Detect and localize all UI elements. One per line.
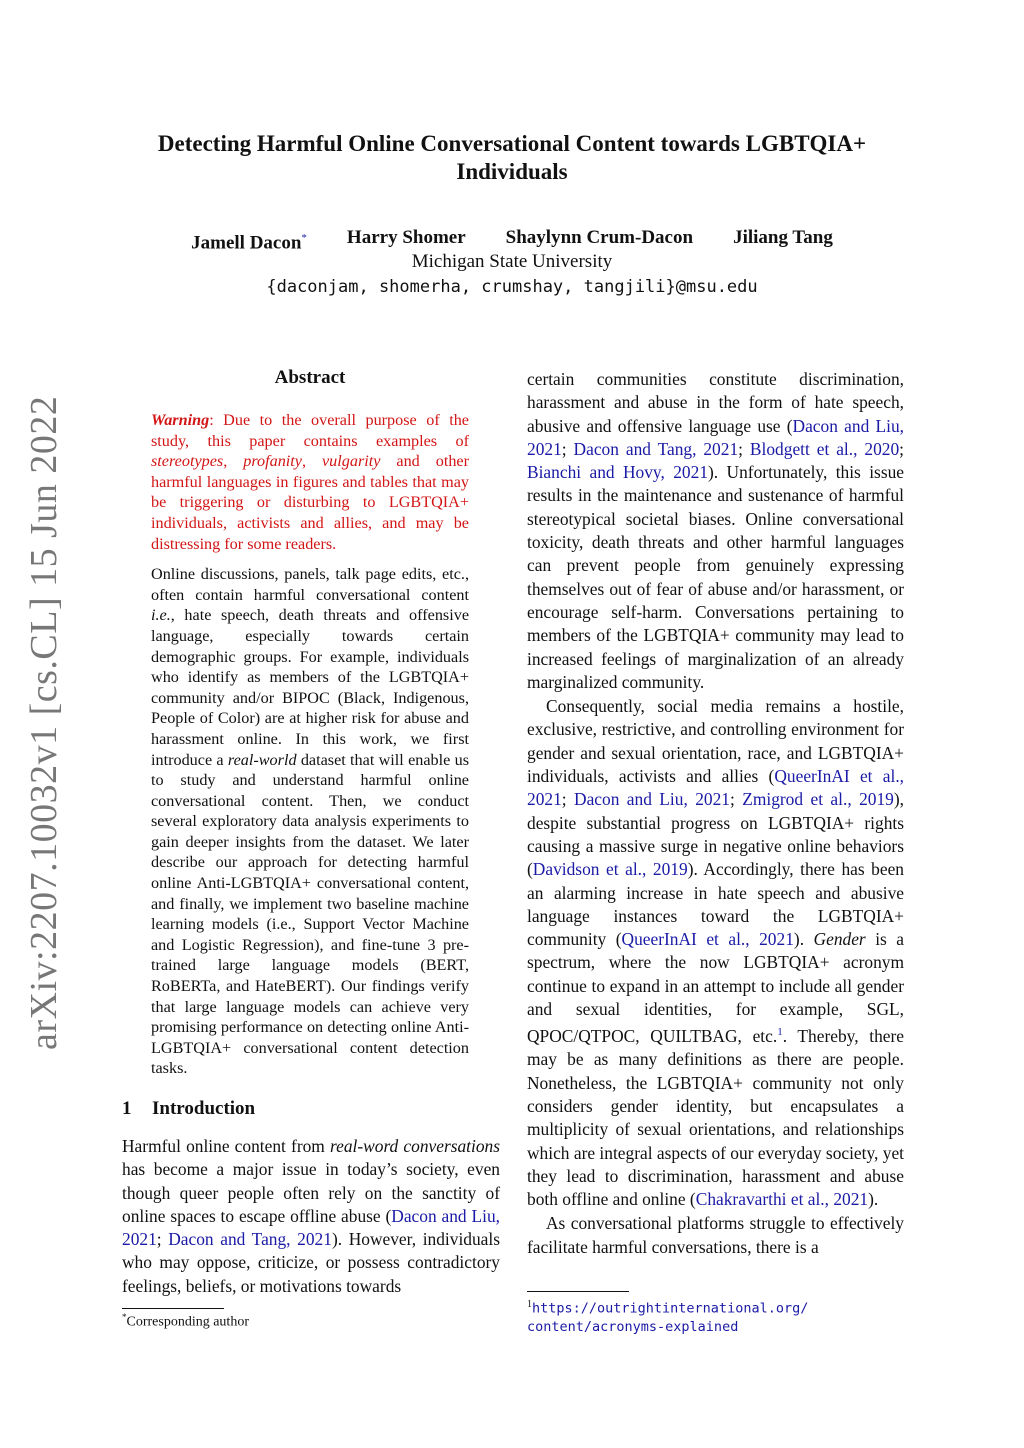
- citation-link[interactable]: Dacon and Tang, 2021: [168, 1229, 332, 1250]
- citation-link[interactable]: Chakravarthi et al., 2021: [695, 1189, 869, 1210]
- author-1-mark: *: [301, 232, 307, 244]
- footnote-url[interactable]: $^1$https://outrightinternational.org/ content/acronyms-explained: [527, 1299, 809, 1335]
- citation-link[interactable]: Dacon and Liu, 2021: [122, 1205, 500, 1250]
- footnote-rule-right: [527, 1291, 629, 1292]
- citation-link[interactable]: Dacon and Liu, 2021: [527, 415, 904, 459]
- citation-link[interactable]: QueerInAI et al., 2021: [621, 929, 794, 950]
- section-heading-introduction: 1 Introduction: [122, 1098, 256, 1119]
- right-paragraph-1: certain communities constitute discrimination, harassment and abuse in the form of hate speech, abusive and offensive language use (Dacon and Liu, 2021; Dacon and Tang, 2021; Blodgett et al., 2020; Bianchi and Hovy, 2021). Unfortunately, this issue results in the maintenance and sustenance of harmful stereotypical societal biases. Online conversational toxicity, death threats and other harmful languages can prevent people from genuinely expressing themselves out of fear of abuse and/or harassment, or encourage self-harm. Conversations pertaining to members of the LGBTQIA+ community may lead to increased feelings of marginalization of an already marginalized community.: [527, 369, 905, 692]
- footnote-ref-1[interactable]: 1: [777, 1026, 783, 1039]
- citation-link[interactable]: Davidson et al., 2019: [532, 859, 688, 880]
- citation-link[interactable]: Dacon and Liu, 2021: [574, 789, 730, 810]
- content-warning: Warning: Due to the overall purpose of the study, this paper contains examples of stereotypes, profanity, vulgarity and other harmful languages in figures and tables that may be triggering or disturbing to LGBTQIA+ individuals, activists and allies, and may be distressing for some readers.: [151, 411, 469, 553]
- abstract-heading: Abstract: [274, 367, 346, 388]
- author-3: Shaylynn Crum-Dacon: [505, 227, 694, 248]
- citation-link[interactable]: QueerInAI et al., 2021: [527, 766, 905, 810]
- author-2: Harry Shomer: [346, 227, 466, 248]
- author-4: Jiliang Tang: [733, 227, 833, 248]
- citation-link[interactable]: Bianchi and Hovy, 2021: [527, 462, 709, 483]
- paper-title: Detecting Harmful Online Conversational Content towards LGBTQIA+ Individuals: [157, 131, 867, 184]
- footnote-corresponding: *Corresponding author: [122, 1312, 249, 1330]
- affiliation: Michigan State University: [411, 251, 613, 272]
- citation-link[interactable]: Dacon and Tang, 2021: [573, 438, 739, 459]
- arxiv-stamp: arXiv:2207.10032v1 [cs.CL] 15 Jun 2022: [23, 395, 65, 1050]
- intro-paragraph-1: Harmful online content from real-word conversations has become a major issue in today’s society, even though queer people often rely on the sanctity of online spaces to escape offline abuse (Dacon and Liu, 2021; Dacon and Tang, 2021). However, individuals who may oppose, criticize, or possess contradictory feelings, beliefs, or motivations towards: [122, 1136, 501, 1296]
- author-emails: {daconjam, shomerha, crumshay, tangjili}@msu.edu: [266, 277, 758, 297]
- abstract-text: Online discussions, panels, talk page edits, etc., often contain harmful conversational content i.e., hate speech, death threats and offensive language, especially towards certain demographic groups. For example, individuals who identify as members of the LGBTQIA+ community and/or BIPOC (Black, Indigenous, People of Color) are at higher risk for abuse and harassment online. In this work, we first introduce a real-world dataset that will enable us to study and understand harmful online conversational content. Then, we conduct several exploratory data analysis experiments to gain deeper insights from the dataset. We later describe our approach for detecting harmful online Anti-LGBTQIA+ conversational content, and finally, we implement two baseline machine learning models (i.e., Support Vector Machine and Logistic Regression), and fine-tune 3 pre-trained large language models (BERT, RoBERTa, and HateBERT). Our findings verify that large language models can achieve very promising performance on detecting online Anti-LGBTQIA+ conversational content detection tasks.: [151, 565, 469, 1078]
- right-paragraph-2: Consequently, social media remains a hostile, exclusive, restrictive, and controlling environment for gender and sexual orientation, race, and LGBTQIA+ individuals, activists and allies (QueerInAI et al., 2021; Dacon and Liu, 2021; Zmigrod et al., 2019), despite substantial progress on LGBTQIA+ rights causing a massive surge in negative online behaviors (Davidson et al., 2019). Accordingly, there has been an alarming increase in hate speech and abusive language instances toward the LGBTQIA+ community (QueerInAI et al., 2021). Gender is a spectrum, where the now LGBTQIA+ acronym continue to expand in an attempt to include all gender and sexual identities, for example, SGL, QPOC/QTPOC, QUILTBAG, etc.$^1$. Thereby, there may be as many definitions as there are people. Nonetheless, the LGBTQIA+ community not only considers gender identity, but encapsulates a multiplicity of sexual orientations, and relationships which are integral aspects of our everyday society, yet they lead to discrimination, harassment and abuse both offline and online (Chakravarthi et al., 2021).: [527, 696, 905, 1210]
- right-column: [527, 368, 904, 1259]
- footnote-rule-left: [122, 1308, 224, 1309]
- citation-link[interactable]: Blodgett et al., 2020: [749, 438, 900, 459]
- author-1: Jamell Dacon*: [191, 232, 307, 254]
- citation-link[interactable]: Zmigrod et al., 2019: [742, 789, 894, 810]
- abstract-body: [151, 410, 469, 1079]
- right-paragraph-3: As conversational platforms struggle to effectively facilitate harmful conversations, there is a: [527, 1213, 904, 1257]
